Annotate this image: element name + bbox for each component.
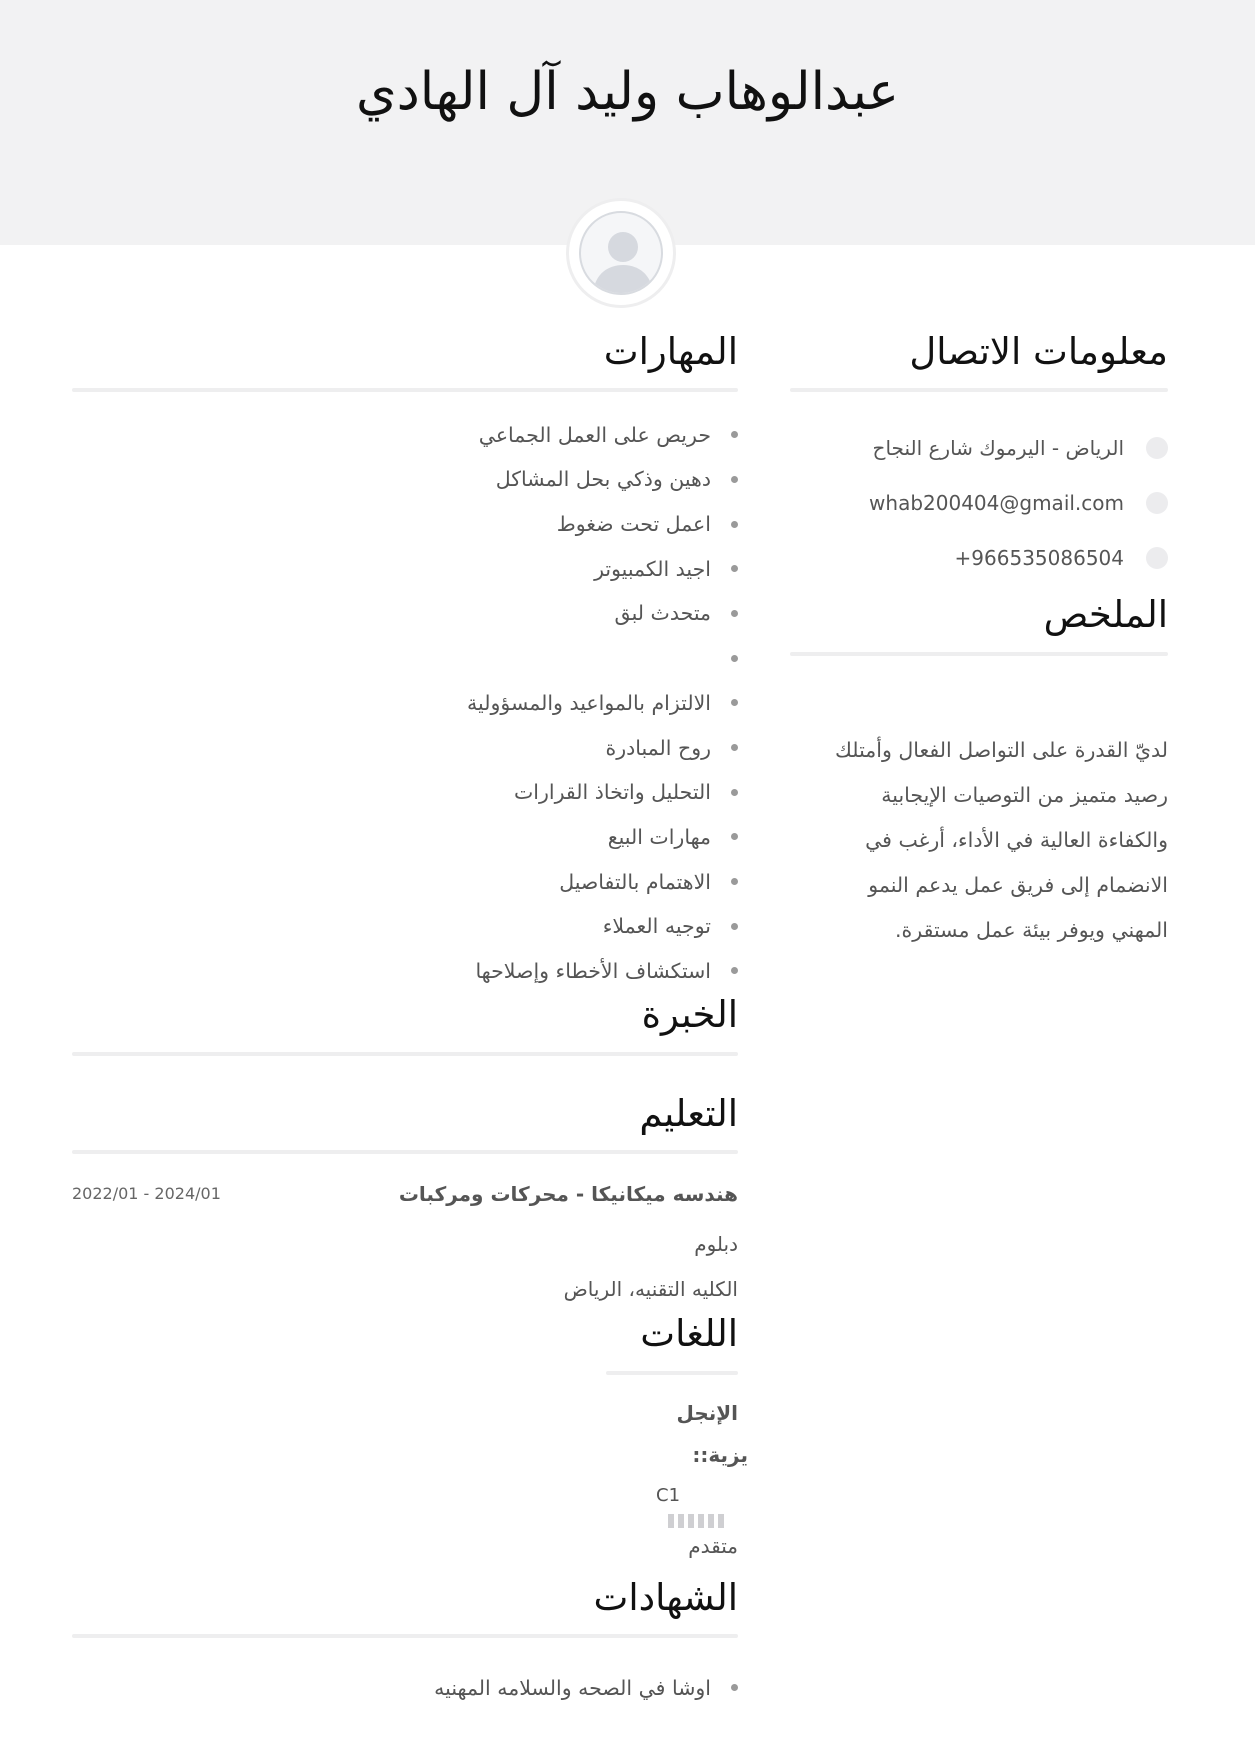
certificates-list [72,1666,738,1710]
summary-line: والكفاءة العالية في الأداء، أرغب في [865,827,1168,852]
bullet-icon [731,699,738,706]
language-level-segment [688,1514,694,1528]
certificate-text: اوشا في الصحه والسلامه المهنيه [434,1675,711,1700]
bullet-icon [731,610,738,617]
list-item [72,636,738,681]
summary-line: رصيد متميز من التوصيات الإيجابية [881,782,1168,807]
experience-section-title: الخبرة [641,993,738,1037]
list-item [72,681,738,726]
contact-item-email [790,475,1168,530]
phone-icon [1146,547,1168,569]
skill-text: استكشاف الأخطاء وإصلاحها [475,958,711,983]
section-divider [72,1150,738,1154]
skill-text: حريص على العمل الجماعي [478,422,711,447]
skill-text: التحليل واتخاذ القرارات [513,780,711,805]
language-level-segment [718,1514,724,1528]
list-item [72,859,738,904]
summary-line: الانضمام إلى فريق عمل يدعم النمو [868,872,1168,897]
skill-text: اجيد الكمبيوتر [594,556,711,581]
skill-text: توجيه العملاء [602,914,711,939]
summary-line: لديّ القدرة على التواصل الفعال وأمتلك [835,737,1168,762]
education-institution: الكليه التقنيه، الرياض [563,1277,738,1302]
list-item [72,546,738,591]
skill-text: الالتزام بالمواعيد والمسؤولية [467,690,711,715]
language-level-segment [668,1514,674,1528]
skill-text: دهين وذكي بحل المشاكل [495,467,711,492]
section-divider [606,1371,738,1375]
education-degree: هندسه ميكانيكا - محركات ومركبات [398,1182,738,1207]
user-avatar-icon [579,211,663,295]
language-name-continued: يزية:: [692,1442,748,1467]
bullet-icon [731,565,738,572]
bullet-icon [731,967,738,974]
language-level-segment [678,1514,684,1528]
language-name: الإنجل [676,1400,738,1425]
list-item [72,591,738,636]
education-section-title: التعليم [639,1091,738,1135]
list-item [72,815,738,860]
list-item [72,725,738,770]
section-divider [790,388,1168,392]
skill-text: مهارات البيع [607,824,711,849]
bullet-icon [731,655,738,662]
right-column [790,330,1168,953]
section-divider [72,1634,738,1638]
language-entry [606,1400,748,1558]
skills-list [72,412,738,993]
list-item [72,502,738,547]
section-divider [790,652,1168,656]
languages-section-title: اللغات [640,1312,738,1356]
list-item [72,904,738,949]
left-column [72,330,748,1710]
avatar [566,198,676,308]
education-level: دبلوم [694,1232,738,1257]
summary-line: المهني ويوفر بيئة عمل مستقرة. [895,917,1168,942]
bullet-icon [731,521,738,528]
certificates-section-title: الشهادات [593,1575,738,1619]
bullet-icon [731,789,738,796]
contact-phone[interactable]: +966535086504 [954,545,1124,570]
bullet-icon [731,744,738,751]
list-item [72,457,738,502]
contact-item-address [790,420,1168,475]
contact-section-title: معلومات الاتصال [909,330,1168,373]
contact-email[interactable]: whab200404@gmail.com [869,490,1124,515]
contact-list [790,420,1168,585]
contact-address: الرياض - اليرموك شارع النجاح [872,435,1124,460]
list-item [72,770,738,815]
section-divider [72,1052,738,1056]
list-item [72,949,738,994]
list-item [72,1666,738,1710]
skill-text: روح المبادرة [605,735,711,760]
bullet-icon [731,923,738,930]
summary-text [790,728,1168,953]
section-divider [72,388,738,392]
education-dates: 2022/01 - 2024/01 [72,1184,221,1204]
location-icon [1146,437,1168,459]
language-level-word: متقدم [688,1533,738,1558]
skill-text: متحدث لبق [614,601,711,626]
education-entry [72,1182,738,1222]
bullet-icon [731,476,738,483]
bullet-icon [731,431,738,438]
bullet-icon [731,833,738,840]
language-level-segment [708,1514,714,1528]
summary-section-title: الملخص [1043,593,1168,637]
email-icon [1146,492,1168,514]
list-item [72,412,738,457]
candidate-name: عبدالوهاب وليد آل الهادي [355,62,900,122]
skills-section-title: المهارات [603,330,738,373]
language-level-bar [668,1514,738,1528]
contact-item-phone [790,530,1168,585]
bullet-icon [731,1684,738,1691]
bullet-icon [731,878,738,885]
skill-text: اعمل تحت ضغوط [556,512,711,537]
skill-text: الاهتمام بالتفاصيل [559,869,711,894]
language-level-code: C1 [656,1484,681,1506]
language-level-segment [698,1514,704,1528]
